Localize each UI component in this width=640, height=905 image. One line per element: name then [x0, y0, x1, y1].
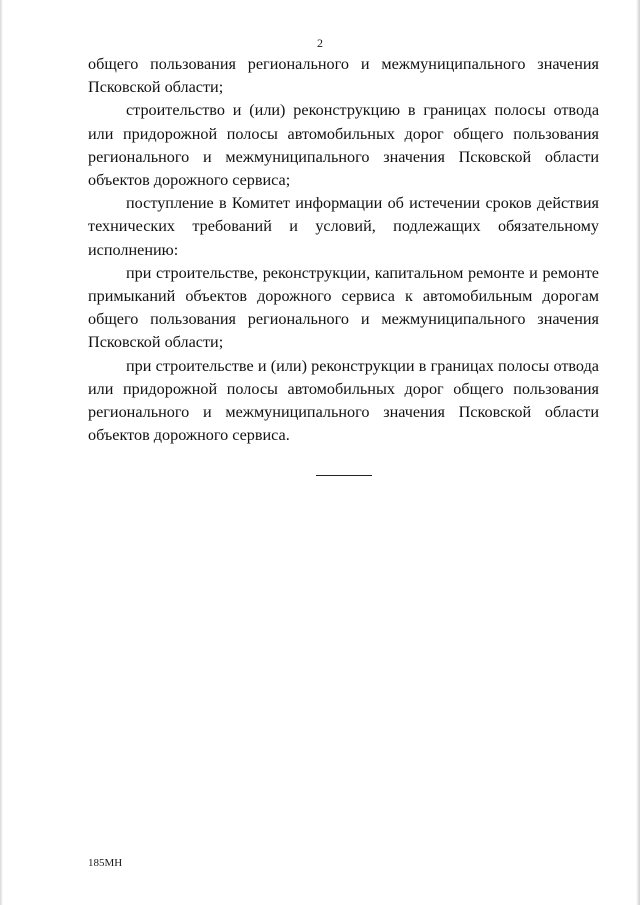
- end-of-text-rule: [316, 475, 372, 476]
- paragraph-junctions: при строительстве, реконструкции, капитальном ремонте и ремонте примыканий объектов дорожного сервиса к автомобильным дорогам общего пользования регионального и межмуниципального значения Псковской области;: [88, 263, 599, 352]
- paragraph-construction: строительство и (или) реконструкцию в границах полосы отвода или придорожной полосы автомобильных дорог общего пользования регионального и межмуниципального значения Псковской области объектов дорожного сервиса;: [88, 101, 599, 190]
- paragraph-expiry-notice: поступление в Комитет информации об истечении сроков действия технических требований и условий, подлежащих обязательному исполнению:: [88, 194, 599, 259]
- paragraph-roadside-objects: при строительстве и (или) реконструкции в границах полосы отвода или придорожной полосы автомобильных дорог общего пользования регионального и межмуниципального значения Псковской области объектов дорожного сервиса.: [88, 356, 599, 445]
- document-body: [88, 53, 599, 447]
- scan-edge-right: [636, 0, 640, 905]
- page-number: 2: [317, 36, 323, 50]
- paragraph-continuation: общего пользования регионального и межмуниципального значения Псковской области;: [88, 55, 599, 97]
- scan-edge-left: [0, 0, 3, 905]
- footer-document-code: 185МН: [88, 857, 123, 869]
